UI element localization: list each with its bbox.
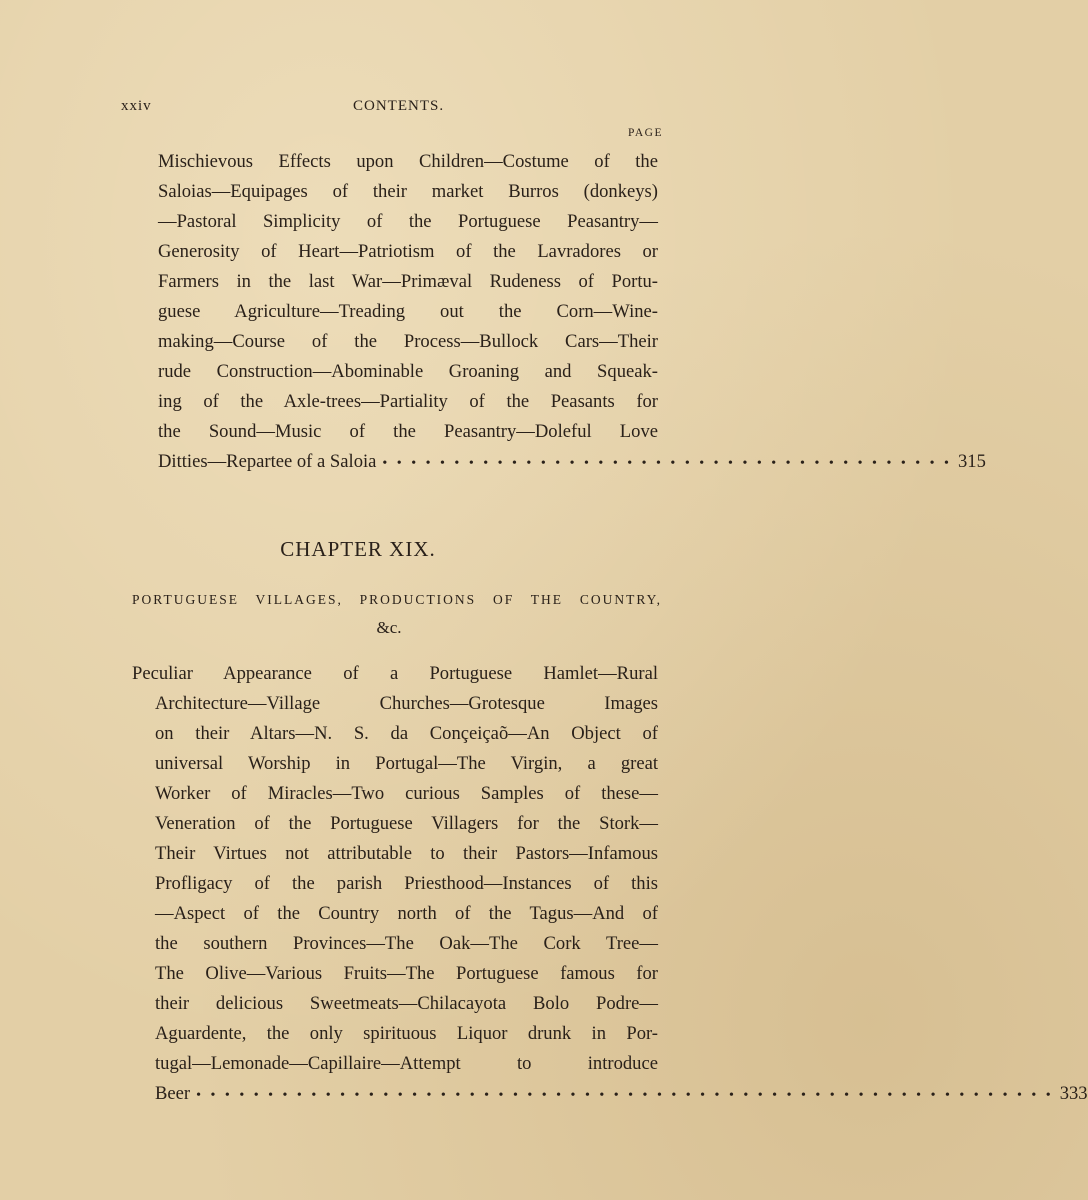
running-title: CONTENTS. bbox=[353, 98, 445, 114]
entry-line: —Pastoral Simplicity of the Portuguese Peasantry— bbox=[158, 211, 658, 232]
entry-line: The Olive—Various Fruits—The Portuguese famous for bbox=[155, 963, 658, 984]
folio: xxiv bbox=[121, 98, 152, 114]
dot-leaders: • • • • • • • • • • • • • • • • • • • • • • • • • • • • • • • • • • • • • • • • bbox=[382, 456, 952, 471]
entry-line: their delicious Sweetmeats—Chilacayota Bolo Podre— bbox=[155, 993, 658, 1014]
entry-line: Their Virtues not attributable to their Pastors—Infamous bbox=[155, 843, 658, 864]
running-head bbox=[121, 98, 656, 122]
entry-line: ing of the Axle-trees—Partiality of the Peasants for bbox=[158, 391, 658, 412]
entry-line: Saloias—Equipages of their market Burros (donkeys) bbox=[158, 181, 658, 202]
entry-line: Peculiar Appearance of a Portuguese Hamlet—Rural bbox=[132, 663, 658, 684]
entry-line: Worker of Miracles—Two curious Samples of these— bbox=[155, 783, 658, 804]
entry-line: Profligacy of the parish Priesthood—Instances of this bbox=[155, 873, 658, 894]
entry-line: universal Worship in Portugal—The Virgin, a great bbox=[155, 753, 658, 774]
entry-line: guese Agriculture—Treading out the Corn—Wine- bbox=[158, 301, 658, 322]
entry-line: the Sound—Music of the Peasantry—Doleful Love bbox=[158, 421, 658, 442]
entry-line: making—Course of the Process—Bullock Cars—Their bbox=[158, 331, 658, 352]
entry-line: Farmers in the last War—Primæval Rudeness of Portu- bbox=[158, 271, 658, 292]
entry-line: the southern Provinces—The Oak—The Cork Tree— bbox=[155, 933, 658, 954]
entry-line: Generosity of Heart—Patriotism of the Lavradores or bbox=[158, 241, 658, 262]
entry-last-line bbox=[158, 447, 986, 477]
entry-line: rude Construction—Abominable Groaning and Squeak- bbox=[158, 361, 658, 382]
page-number: 333 bbox=[1059, 1083, 1088, 1104]
entry-last-line bbox=[155, 1079, 1088, 1109]
chapter-subtitle-etc: &c. bbox=[376, 618, 402, 637]
entry-last-text: Beer bbox=[155, 1083, 191, 1104]
chapter-subtitle: PORTUGUESE VILLAGES, PRODUCTIONS OF THE COUNTRY, bbox=[132, 592, 662, 607]
contents-entry-ch18 bbox=[158, 147, 986, 477]
page-column-label: PAGE bbox=[628, 127, 663, 139]
chapter-title: CHAPTER XIX. bbox=[280, 537, 436, 561]
entry-line: on their Altars—N. S. da Conçeiçaõ—An Object of bbox=[155, 723, 658, 744]
entry-line: Aguardente, the only spirituous Liquor drunk in Por- bbox=[155, 1023, 658, 1044]
entry-last-text: Ditties—Repartee of a Saloia bbox=[158, 451, 377, 472]
entry-line: Veneration of the Portuguese Villagers for the Stork— bbox=[155, 813, 658, 834]
entry-line: Mischievous Effects upon Children—Costume of the bbox=[158, 151, 658, 172]
entry-line: Architecture—Village Churches—Grotesque Images bbox=[155, 693, 658, 714]
page-number: 315 bbox=[957, 451, 986, 472]
dot-leaders: • • • • • • • • • • • • • • • • • • • • • • • • • • • • • • • • • • • • • • • • • • • • • • • • • • • • • • • • • • • • bbox=[196, 1088, 1054, 1103]
entry-line: tugal—Lemonade—Capillaire—Attempt to introduce bbox=[155, 1053, 658, 1074]
contents-entry-ch19 bbox=[132, 659, 1088, 1109]
entry-line: —Aspect of the Country north of the Tagus—And of bbox=[155, 903, 658, 924]
